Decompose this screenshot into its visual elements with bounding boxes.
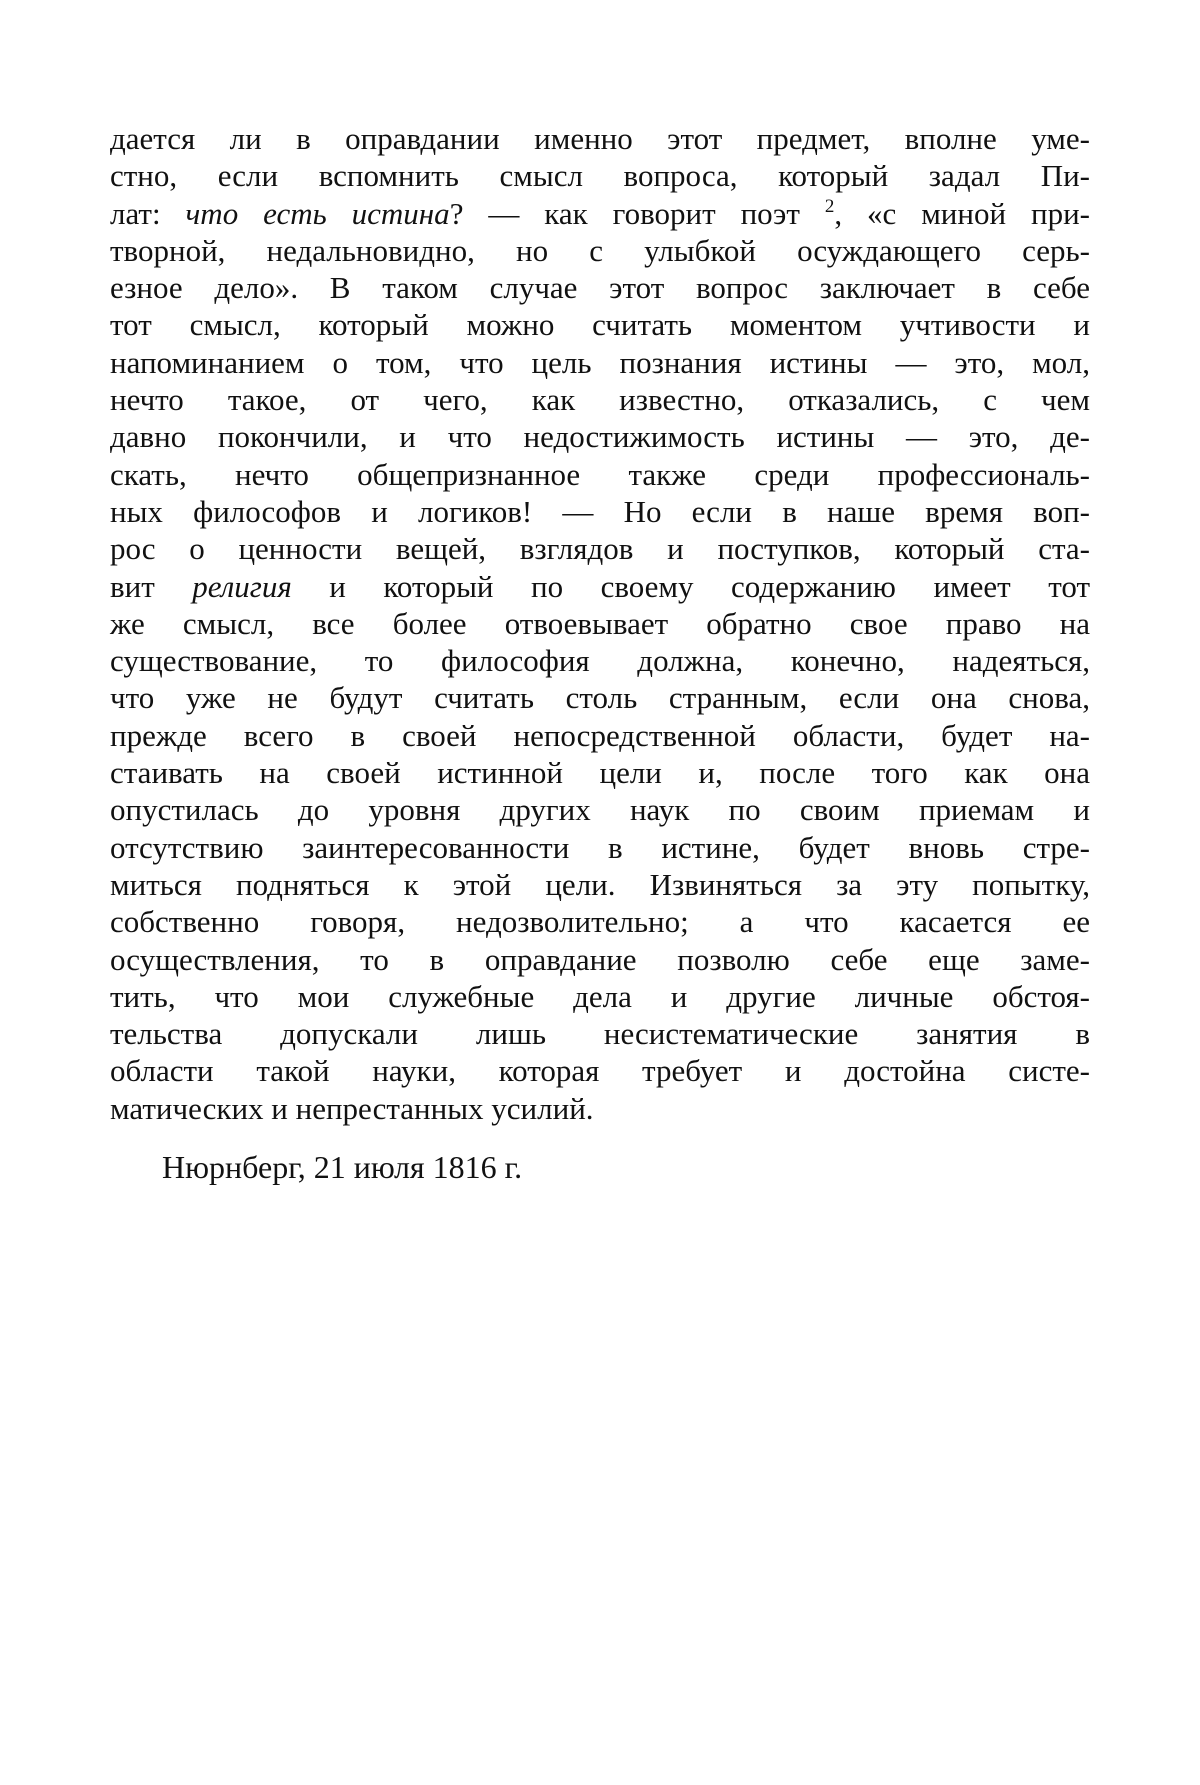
text-line: миться подняться к этой цели. Извиняться за эту попытку, [110,866,1090,902]
text-line: что уже не будут считать столь странным, если она снова, [110,680,1090,716]
text-line: существование, то философия должна, конечно, надеяться, [110,643,1090,679]
text-line: стаивать на своей истинной цели и, после того как она [110,755,1090,791]
text-line: прежде всего в своей непосредственной области, будет на- [110,717,1090,753]
place-and-date: Нюрнберг, 21 июля 1816 г. [162,1149,523,1185]
text-line: дается ли в оправдании именно этот предмет, вполне уме- [110,121,1090,156]
text-line: езное дело». В таком случае этот вопрос заключает в себе [110,270,1090,306]
text-line: тот смысл, который можно считать моментом учтивости и [110,307,1090,343]
text-line: тельства допускали лишь несистематические занятия в [110,1016,1090,1052]
text-line: собственно говоря, недозволительно; а что касается ее [110,904,1090,940]
body-text [110,120,1090,1127]
text-line: напоминанием о том, что цель познания истины — это, мол, [110,344,1090,380]
italic-phrase: религия [192,568,292,604]
italic-phrase: что есть истина [185,195,450,231]
text-line: нечто такое, от чего, как известно, отказались, с чем [110,382,1090,418]
text-line: осуществления, то в оправдание позволю себе еще заме- [110,941,1090,977]
text-line: матических и непрестанных усилий. [110,1090,594,1126]
text-line: скать, нечто общепризнанное также среди профессиональ- [110,456,1090,492]
text-line: тить, что мои служебные дела и другие личные обстоя- [110,978,1090,1014]
text-line: ных философов и логиков! — Но если в наше время воп- [110,493,1090,529]
text-line: вит религия и который по своему содержанию имеет тот [110,568,1091,604]
text-line: отсутствию заинтересованности в истине, будет вновь стре- [110,829,1090,865]
text-line: рос о ценности вещей, взглядов и поступков, который ста- [110,531,1090,567]
text-line: творной, недальновидно, но с улыбкой осуждающего серь- [110,232,1090,268]
text-line: опустилась до уровня других наук по своим приемам и [110,792,1090,828]
text-line: стно, если вспомнить смысл вопроса, который задал Пи- [110,158,1090,194]
text-line: лат: что есть истина? — как говорит поэт $^2$, «с миной при- [110,195,1091,231]
text-line: области такой науки, которая требует и достойна систе- [110,1053,1090,1089]
text-line: же смысл, все более отвоевывает обратно свое право на [110,605,1090,641]
footnote-marker: 2 [824,195,835,217]
text-line: давно покончили, и что недостижимость истины — это, де- [110,419,1090,455]
